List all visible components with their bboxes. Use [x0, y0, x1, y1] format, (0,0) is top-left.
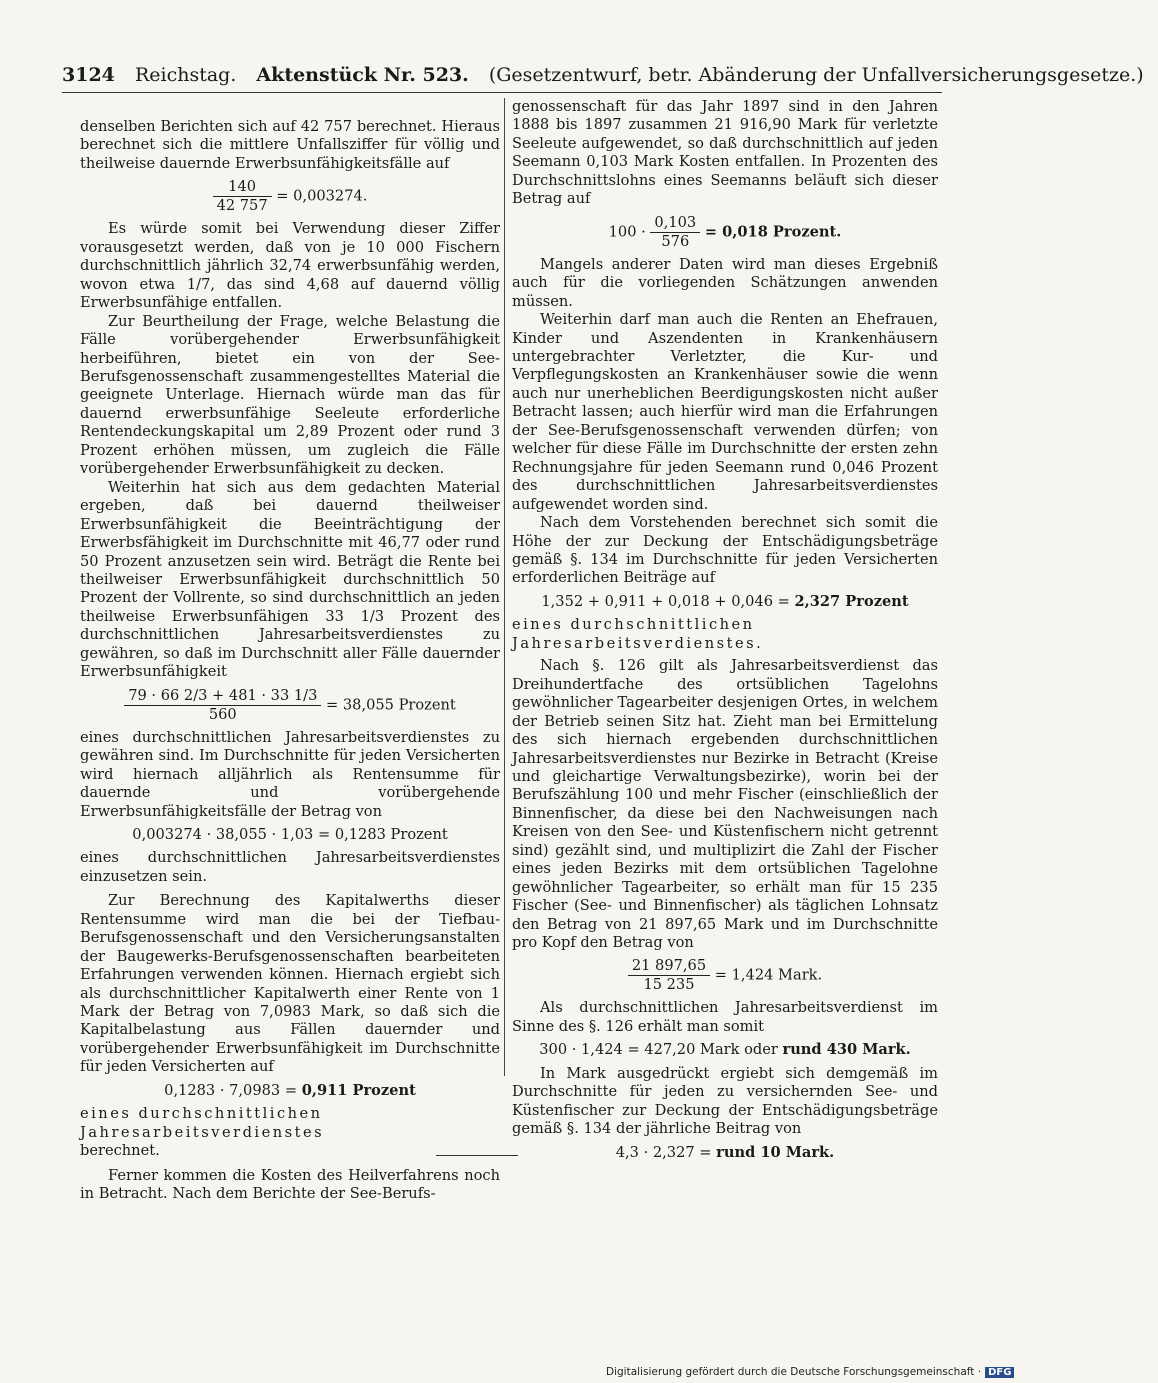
paragraph: Nach dem Vorstehenden berechnet sich somit die Höhe der zur Deckung der Entschädigungsbeträge gemäß §. 134 im Durchschnitte für jeden Versicherten erforderlichen Beiträge auf — [512, 514, 938, 587]
formula-product: 0,003274 · 38,055 · 1,03 = 0,1283 Prozent — [132, 825, 448, 843]
fraction-numerator: 0,103 — [650, 214, 700, 233]
formula-result: = 1,424 Mark. — [714, 966, 823, 984]
formula-annual — [512, 1041, 938, 1059]
header-rule — [62, 92, 942, 93]
left-column — [80, 118, 500, 1204]
formula-contribution — [512, 1144, 938, 1162]
paragraph: Ferner kommen die Kosten des Heilverfahrens noch in Betracht. Nach dem Berichte der See-Berufs- — [80, 1166, 500, 1203]
paragraph: Mangels anderer Daten wird man dieses Ergebniß auch für die vorliegenden Schätzungen anwenden müssen. — [512, 255, 938, 310]
formula-result: = 0,003274. — [276, 187, 368, 205]
formula-prefix: 100 · — [608, 223, 646, 241]
header-reichstag: Reichstag. — [134, 64, 237, 86]
fraction-numerator: 140 — [213, 178, 272, 197]
paragraph: eines durchschnittlichen Jahresarbeitsverdienstes einzusetzen sein. — [80, 849, 500, 885]
fraction-denominator: 15 235 — [643, 976, 695, 994]
paragraph: Zur Berechnung des Kapitalwerths dieser Rentensumme wird man die bei der Tiefbau-Berufsgenossenschaft und den Versicherungsanstalten der Baugewerks-Berufsgenossenschaften bearbeiteten Erfahrungen verwenden können. Hiernach ergiebt sich als durchschnittlicher Kapitalwerth einer Rente von 1 Mark der Betrag von 7,0983 Mark, so daß sich die Kapitalbelastung aus Fällen dauernder und vorübergehender Erwerbsunfähigkeit im Durchschnitte für jeden Versicherten auf — [80, 892, 500, 1076]
fraction-numerator: 79 · 66 2/3 + 481 · 33 1/3 — [124, 687, 321, 706]
formula-expression: 4,3 · 2,327 = — [615, 1143, 717, 1161]
formula-highlight: 0,911 Prozent — [301, 1081, 416, 1099]
paragraph: denselben Berichten sich auf 42 757 berechnet. Hieraus berechnet sich die mittlere Unfallsziffer für völlig und theilweise dauernde Erwerbsunfähigkeitsfälle auf — [80, 118, 500, 172]
paragraph: Nach §. 126 gilt als Jahresarbeitsverdienst das Dreihundertfache des ortsüblichen Tagelohns gewöhnlicher Tagearbeiter desjenigen Ortes, in welchem der Betrieb seinen Sitz hat. Zieht man bei Ermittelung des sich hiernach ergebenden durchschnittlichen Jahresarbeitsverdienstes nur Bezirke in Betracht (Kreise und gleichartige Verwaltungsbezirke), worin bei der Berufszählung 100 und mehr Fischer (einschließlich der Binnenfischer, da diese bei den Nachweisungen nach Kreisen von den See- und Küstenfischern nicht getrennt sind) gezählt sind, und multiplizirt die Zahl der Fischer eines jeden Bezirks mit dem ortsüblichen Tagelohne gewöhnlicher Tagearbeiter, so erhält man für 15 235 Fischer (See- und Binnenfischer) als täglichen Lohnsatz den Betrag von 21 897,65 Mark und im Durchschnitte pro Kopf den Betrag von — [512, 657, 938, 952]
formula-average — [80, 687, 500, 724]
formula-sum — [512, 593, 938, 611]
formula-expression: 300 · 1,424 = 427,20 Mark oder — [539, 1041, 783, 1059]
header-subject: (Gesetzentwurf, betr. Abänderung der Unfallversicherungsgesetze.) — [488, 64, 1144, 86]
paragraph: eines durchschnittlichen Jahresarbeitsverdienstes. — [512, 616, 764, 652]
fraction — [213, 178, 272, 215]
formula-expression: 0,1283 · 7,0983 = — [164, 1081, 302, 1099]
fraction — [124, 687, 321, 724]
end-rule — [436, 1155, 518, 1156]
page-number: 3124 — [62, 64, 115, 86]
paragraph: Als durchschnittlichen Jahresarbeitsverdienst im Sinne des §. 126 erhält man somit — [512, 999, 938, 1035]
formula-highlight: 2,327 Prozent — [794, 592, 909, 610]
footer-text: Digitalisierung gefördert durch die Deutsche Forschungsgemeinschaft · — [606, 1366, 982, 1378]
paragraph: berechnet. — [80, 1142, 160, 1160]
paragraph: Weiterhin hat sich aus dem gedachten Material ergeben, daß bei dauernd theilweiser Erwerbsunfähigkeit die Beeinträchtigung der Erwerbsfähigkeit im Durchschnitte mit 46,77 oder rund 50 Prozent anzusetzen sein wird. Beträgt die Rente bei theilweiser Erwerbsunfähigkeit durchschnittlich 50 Prozent der Vollrente, so sind durchschnittlich an jeden theilweise Erwerbsunfähigen 33 1/3 Prozent des durchschnittlichen Jahresarbeitsverdienstes zu gewähren, so daß im Durchschnitt aller Fälle dauernder Erwerbsunfähigkeit — [80, 478, 500, 681]
paragraph: genossenschaft für das Jahr 1897 sind in den Jahren 1888 bis 1897 zusammen 21 916,90 Mark für verletzte Seeleute aufgewendet, so daß durchschnittlich auf jeden Seemann 0,103 Mark Kosten entfallen. In Prozenten des Durchschnittslohns eines Seemanns beläuft sich dieser Betrag auf — [512, 98, 938, 208]
paragraph: Zur Beurtheilung der Frage, welche Belastung die Fälle vorübergehender Erwerbsunfähigkeit herbeiführen, bietet ein von der See-Berufsgenossenschaft zusammengestelltes Material die geeignete Unterlage. Hiernach würde man das für dauernd erwerbsunfähige Seeleute erforderliche Rentendeckungskapital um 2,89 Prozent oder rund 3 Prozent erhöhen müssen, um zugleich die Fälle vorübergehender Erwerbsunfähigkeit zu decken. — [80, 312, 500, 478]
right-column — [512, 98, 938, 1167]
dfg-logo: DFG — [985, 1367, 1014, 1378]
paragraph: Es würde somit bei Verwendung dieser Ziffer vorausgesetzt werden, daß von je 10 000 Fischern durchschnittlich jährlich 32,74 erwerbsunfähig werden, wovon etwa 1/7, das sind 4,68 auf dauernd völlig Erwerbsunfähige entfallen. — [80, 220, 500, 312]
formula-per-head — [512, 957, 938, 994]
paragraph: eines durchschnittlichen Jahresarbeitsverdienstes — [80, 1105, 325, 1141]
page-header — [62, 64, 1144, 86]
column-divider — [504, 98, 505, 1076]
fraction-denominator: 576 — [661, 232, 690, 250]
formula-capital — [80, 1082, 500, 1100]
paragraph: eines durchschnittlichen Jahresarbeitsverdienstes zu gewähren sind. Im Durchschnitte für jeden Versicherten wird hiernach alljährlich als Rentensumme für dauernde und vorübergehende Erwerbsunfähigkeitsfälle der Betrag von — [80, 728, 500, 820]
formula-highlight: rund 10 Mark. — [716, 1143, 835, 1161]
formula-ratio — [80, 178, 500, 215]
paragraph: Weiterhin darf man auch die Renten an Ehefrauen, Kinder und Aszendenten in Krankenhäusern untergebrachter Verletzter, die Kur- und Verpflegungskosten an Krankenhäuser sowie die wenn auch nur unerheblichen Beerdigungskosten nicht außer Betracht lassen; auch hierfür wird man die Erfahrungen der See-Berufsgenossenschaft verwenden dürfen; von welcher für diese Fälle im Durchschnitte der ersten zehn Rechnungsjahre für jeden Seemann rund 0,046 Prozent des durchschnittlichen Jahresarbeitsverdienstes aufgewendet worden sind. — [512, 311, 938, 513]
fraction — [650, 214, 700, 251]
fraction-numerator: 21 897,65 — [628, 957, 710, 976]
fraction-denominator: 42 757 — [216, 197, 268, 215]
formula-result: = 0,018 Prozent. — [704, 223, 842, 241]
formula-highlight: rund 430 Mark. — [782, 1041, 911, 1059]
fraction-denominator: 560 — [208, 705, 237, 723]
fraction — [628, 957, 710, 994]
formula-percent — [512, 214, 938, 251]
formula-expression: 1,352 + 0,911 + 0,018 + 0,046 = — [541, 592, 795, 610]
footer — [606, 1366, 1014, 1378]
formula-result: = 38,055 Prozent — [326, 696, 456, 714]
header-aktenstueck: Aktenstück Nr. 523. — [256, 64, 469, 86]
paragraph: In Mark ausgedrückt ergiebt sich demgemäß im Durchschnitte für jeden zu versichernden See- und Küstenfischer zur Deckung der Entschädigungsbeträge gemäß §. 134 der jährliche Beitrag von — [512, 1064, 938, 1138]
